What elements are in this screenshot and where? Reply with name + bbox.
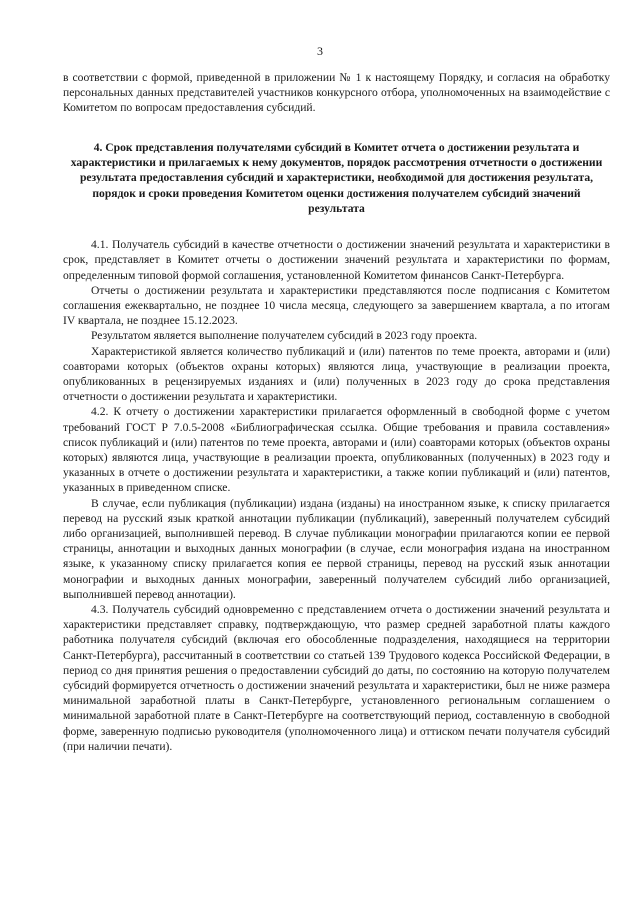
- document-body: [63, 70, 610, 754]
- paragraph-characteristic: Характеристикой является количество публикаций и (или) патентов по теме проекта, авторами и (или) соавторами которых (объектов охраны которых) являются лица, участвующие в реализации проекта, опубликованных в рецензируемых изданиях и (или) полученных в 2023 году до срока представления отчетности о достижении результата и характеристики.: [63, 344, 610, 404]
- paragraph-reports-deadline: Отчеты о достижении результата и характеристики представляются после подписания с Комитетом соглашения ежеквартально, не позднее 10 числа месяца, следующего за завершением квартала, а по итогам IV квартала, не позднее 15.12.2023.: [63, 283, 610, 328]
- paragraph-4-1: 4.1. Получатель субсидий в качестве отчетности о достижении значений результата и характеристики в срок, представляет в Комитет отчеты о достижении значений результата и характеристики по формам, определенным типовой формой соглашения, установленной Комитетом финансов Санкт-Петербурга.: [63, 238, 610, 282]
- intro-paragraph: в соответствии с формой, приведенной в приложении № 1 к настоящему Порядку, и согласия на обработку персональных данных представителей участников конкурсного отбора, уполномоченных на взаимодействие с Комитетом по вопросам предоставления субсидий.: [63, 71, 610, 115]
- paragraph-4-2: 4.2. К отчету о достижении характеристики прилагается оформленный в свободной форме с учетом требований ГОСТ Р 7.0.5-2008 «Библиографическая ссылка. Общие требования и правила составления» список публикаций и (или) патентов по теме проекта, авторами и (или) соавторами которых (объектов охраны которых) являются лица, участвующие в реализации проекта, опубликованных (полученных) в 2023 году и указанных в отчете о достижении результата и характеристики, а также копии публикаций и (или) патентов, указанных в приведенном списке.: [63, 405, 610, 495]
- paragraph-4-3: 4.3. Получатель субсидий одновременно с представлением отчета о достижении значений результата и характеристики представляет справку, подтверждающую, что размер средней заработной платы каждого работника получателя субсидий (включая его обособленные подразделения, находящиеся на территории Санкт-Петербурга), рассчитанный в соответствии со статьей 139 Трудового кодекса Российской Федерации, в период со дня принятия решения о предоставлении субсидий до даты, по состоянию на которую получателем субсидий формируется отчетность о достижении значений результата и характеристики, был не ниже размера минимальной заработной платы в Санкт-Петербурге, установленного региональным соглашением о минимальной заработной плате в Санкт-Петербурге на соответствующий период, составленную в свободной форме, заверенную подписью руководителя (уполномоченного лица) и оттиском печати получателя субсидий (при наличии печати).: [63, 602, 610, 753]
- page-number: 3: [317, 44, 323, 58]
- section-title: 4. Срок представления получателями субсидий в Комитет отчета о достижении результата и характеристики и прилагаемых к нему документов, порядок рассмотрения отчетности о достижении результата предоставления субсидий и характеристики, необходимой для достижения результата, порядок и сроки проведения Комитетом оценки достижения получателем субсидий значений результата: [70, 140, 603, 215]
- paragraph-result: Результатом является выполнение получателем субсидий в 2023 году проекта.: [91, 329, 478, 343]
- paragraph-foreign-publication: В случае, если публикация (публикации) издана (изданы) на иностранном языке, к списку прилагается перевод на русский язык краткой аннотации публикации (публикаций), заверенный получателем субсидий либо организацией, выполнившей перевод. В случае публикации монографии прилагаются копии ее первой страницы, аннотации и выходных данных монографии (в случае, если монография издана на иностранном языке, к указанному списку прилагается копия ее первой страницы, перевод на русский язык аннотации монографии и выходных данных монографии, заверенный получателем субсидий либо организацией, выполнившей перевод аннотации).: [63, 496, 610, 601]
